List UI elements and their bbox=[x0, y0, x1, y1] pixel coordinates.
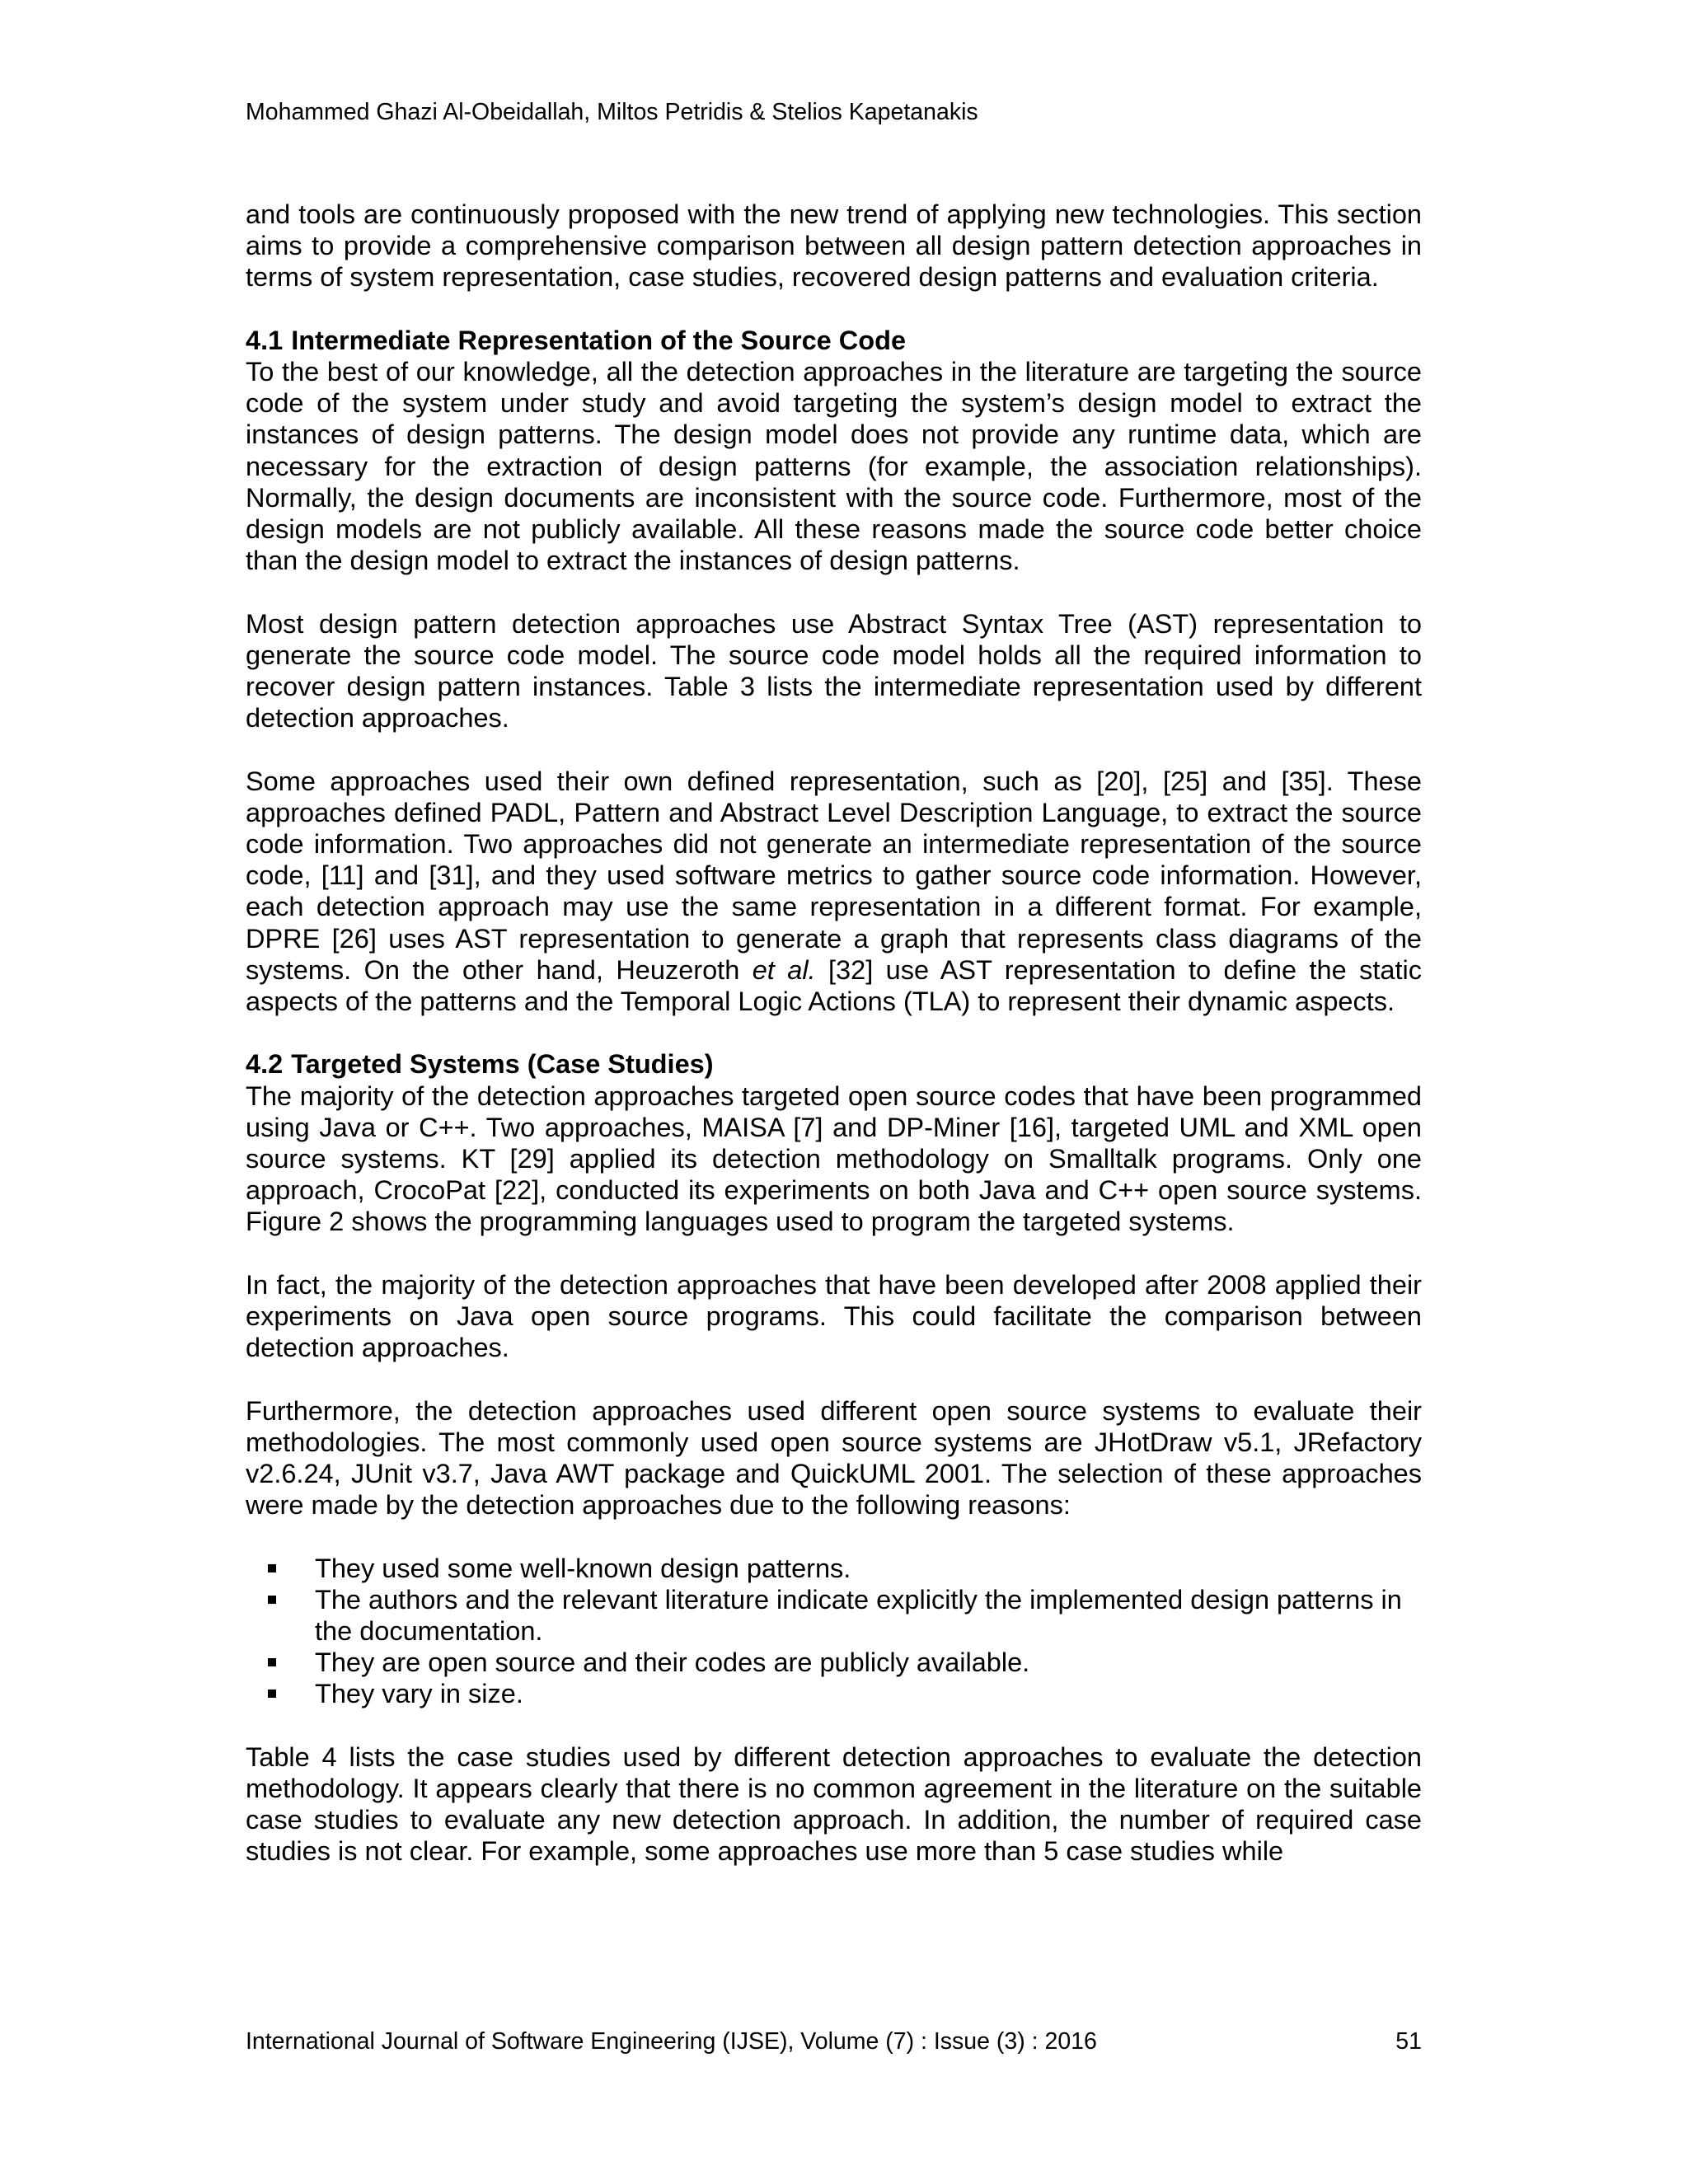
square-bullet-icon bbox=[268, 1658, 276, 1666]
paragraph-text: [32] use AST representation to define the static aspects of the patterns and the Temporal Logic Actions (TLA) to represent their dynamic aspects. bbox=[246, 954, 1422, 1017]
page-number: 51 bbox=[1395, 2028, 1422, 2055]
section-title: Intermediate Representation of the Source Code bbox=[291, 325, 907, 355]
list-item bbox=[246, 1678, 1422, 1709]
section-number: 4.1 bbox=[246, 325, 284, 355]
paragraph-gap bbox=[246, 1017, 1422, 1048]
running-header bbox=[246, 97, 978, 127]
list-item-text: They vary in size. bbox=[315, 1679, 523, 1709]
list-item bbox=[246, 1647, 1422, 1678]
paragraph-text: Some approaches used their own defined representation, such as [20], [25] and [35]. These approaches defined PADL, Pattern and Abstract Level Description Language, to extract the source code information. Two approaches did not generate an intermediate representation of the source code, [11] and [31], and they used software metrics to gather source code information. However, each detection approach may use the same representation in a different format. For example, DPRE [26] uses AST representation to generate a graph that represents class diagrams of the systems. On the other hand, Heuzeroth bbox=[246, 766, 1422, 985]
list-item bbox=[246, 1584, 1422, 1647]
section-heading-4-2 bbox=[246, 1048, 1422, 1080]
paragraph: Most design pattern detection approaches use Abstract Syntax Tree (AST) representation to generate the source code model. The source code model holds all the required information to recover design pattern instances. Table 3 lists the intermediate representation used by different detection approaches. bbox=[246, 608, 1422, 733]
paragraph: To the best of our knowledge, all the detection approaches in the literature are targeting the source code of the system under study and avoid targeting the system’s design model to extract the instances of design patterns. The design model does not provide any runtime data, which are necessary for the extraction of design patterns (for example, the association relationships). Normally, the design documents are inconsistent with the source code. Furthermore, most of the design models are not publicly available. All these reasons made the source code better choice than the design model to extract the instances of design patterns. bbox=[246, 357, 1422, 576]
list-item bbox=[246, 1553, 1422, 1584]
square-bullet-icon bbox=[268, 1690, 276, 1698]
paragraph: The majority of the detection approaches targeted open source codes that have been programmed using Java or C++. Two approaches, MAISA [7] and DP-Miner [16], targeted UML and XML open source systems. KT [29] applied its detection methodology on Smalltalk programs. Only one approach, CrocoPat [22], conducted its experiments on both Java and C++ open source systems. Figure 2 shows the programming languages used to program the targeted systems. bbox=[246, 1080, 1422, 1237]
list-item-text: The authors and the relevant literature indicate explicitly the implemented design patterns in the documentation. bbox=[315, 1584, 1402, 1647]
list-item-text: They are open source and their codes are publicly available. bbox=[315, 1647, 1030, 1678]
header-authors: Mohammed Ghazi Al-Obeidallah, Miltos Petridis & Stelios Kapetanakis bbox=[246, 99, 978, 125]
section-heading-4-1 bbox=[246, 325, 1422, 356]
article-body bbox=[246, 199, 1422, 1868]
footer-journal: International Journal of Software Engineering (IJSE), Volume (7) : Issue (3) : 2016 bbox=[246, 2028, 1097, 2055]
italic-text: et al. bbox=[752, 954, 816, 985]
paragraph: Table 4 lists the case studies used by different detection approaches to evaluate the detection methodology. It appears clearly that there is no common agreement in the literature on the suitable case studies to evaluate any new detection approach. In addition, the number of required case studies is not clear. For example, some approaches use more than 5 case studies while bbox=[246, 1741, 1422, 1867]
reasons-list bbox=[246, 1553, 1422, 1710]
paragraph: Furthermore, the detection approaches used different open source systems to evaluate their methodologies. The most commonly used open source systems are JHotDraw v5.1, JRefactory v2.6.24, JUnit v3.7, Java AWT package and QuickUML 2001. The selection of these approaches were made by the detection approaches due to the following reasons: bbox=[246, 1395, 1422, 1521]
square-bullet-icon bbox=[268, 1596, 276, 1604]
paragraph bbox=[246, 766, 1422, 1018]
running-footer bbox=[246, 2027, 1422, 2056]
section-title: Targeted Systems (Case Studies) bbox=[291, 1049, 714, 1080]
paragraph: In fact, the majority of the detection approaches that have been developed after 2008 applied their experiments on Java open source programs. This could facilitate the comparison between detection approaches. bbox=[246, 1269, 1422, 1363]
square-bullet-icon bbox=[268, 1564, 276, 1572]
intro-paragraph: and tools are continuously proposed with the new trend of applying new technologies. This section aims to provide a comprehensive comparison between all design pattern detection approaches in terms of system representation, case studies, recovered design patterns and evaluation criteria. bbox=[246, 199, 1422, 293]
list-item-text: They used some well-known design patterns. bbox=[315, 1553, 851, 1583]
section-number: 4.2 bbox=[246, 1049, 284, 1080]
